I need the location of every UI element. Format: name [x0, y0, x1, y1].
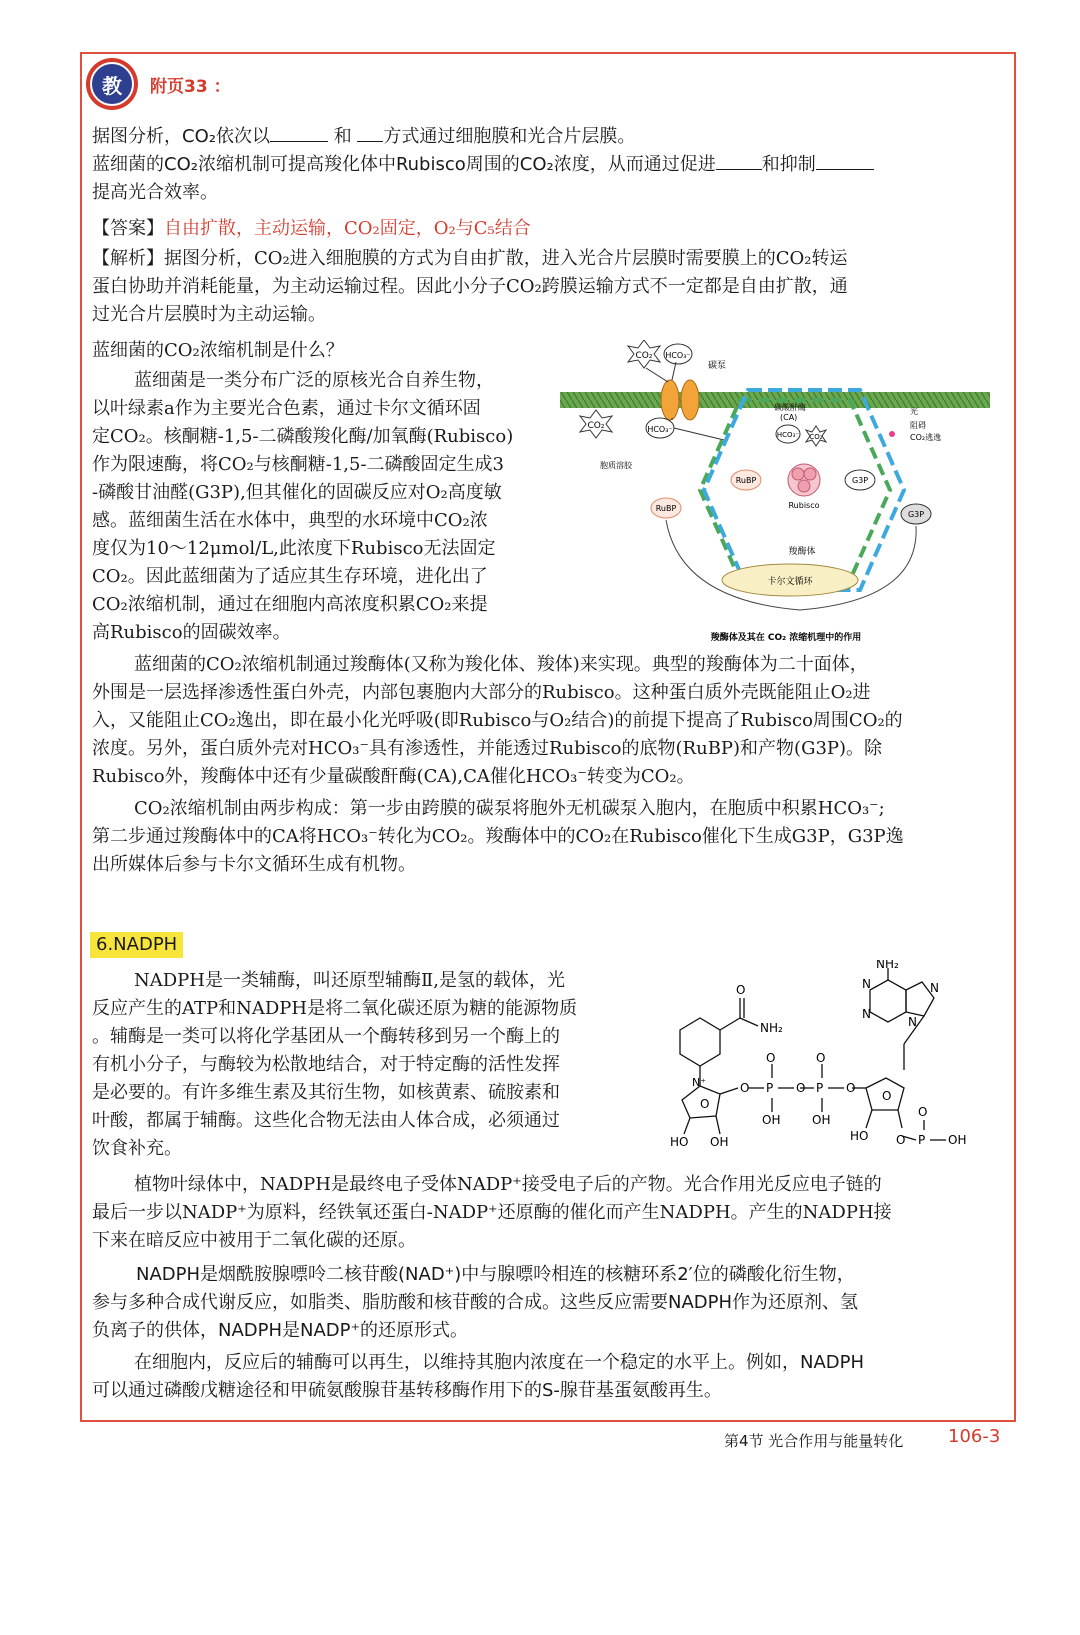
question-text: 蓝细菌的CO₂浓缩机制可提高羧化体中Rubisco周围的CO₂浓度，从而通过促进	[92, 154, 716, 175]
diagram-caption: 羧酶体及其在 CO₂ 浓缩机理中的作用	[710, 633, 862, 643]
ccm-text-line: 蓝细菌的CO₂浓缩机制通过羧酶体(又称为羧化体、羧体)来实现。典型的羧酶体为二十面体，	[134, 654, 868, 675]
mol-label: HO	[850, 1129, 869, 1143]
ccm-text-line: 第二步通过羧酶体中的CA将HCO₃⁻转化为CO₂。羧酶体中的CO₂在Rubisco催化下生成G3P，G3P逸	[92, 826, 904, 847]
mol-label: O	[896, 1133, 906, 1147]
ca-label: (CA)	[780, 413, 798, 422]
footer-page-number: 106-3	[948, 1426, 1001, 1447]
badge-text: 教	[90, 62, 134, 106]
mol-label: O	[796, 1081, 806, 1095]
nadph-text-line: 叶酸，都属于辅酶。这些化合物无法由人体合成，必须通过	[92, 1110, 560, 1131]
nadph-text-line: 反应产生的ATP和NADPH是将二氧化碳还原为糖的能源物质	[92, 998, 578, 1019]
appendix-label: 附页33 ：	[150, 77, 231, 97]
nadph-text-line: 下来在暗反应中被用于二氧化碳的还原。	[92, 1230, 416, 1251]
answer-blank	[270, 125, 328, 142]
mol-label: N	[908, 1015, 917, 1029]
nadph-text-line: 是必要的。有许多维生素及其衍生物，如核黄素、硫胺素和	[92, 1082, 560, 1103]
answer-label: 【答案】	[92, 218, 164, 239]
ccm-text-line: 定CO₂。核酮糖-1,5-二磷酸羧化酶/加氧酶(Rubisco)	[92, 426, 514, 447]
mol-label: N	[862, 977, 871, 991]
analysis-line: 【解析】据图分析，CO₂进入细胞膜的方式为自由扩散，进入光合片层膜时需要膜上的CO₂转运	[92, 248, 848, 269]
mol-label: N	[930, 981, 939, 995]
teacher-badge-icon	[86, 58, 138, 110]
nadph-text-line: NADPH是烟酰胺腺嘌呤二核苷酸(NAD⁺)中与腺嘌呤相连的核糖环系2′位的磷酸化衍生物，	[136, 1264, 855, 1285]
hco3-outside-icon	[664, 344, 692, 364]
mol-label: OH	[762, 1113, 781, 1127]
ccm-text-line: 感。蓝细菌生活在水体中，典型的水环境中CO₂浓	[92, 510, 488, 531]
svg-text:HCO₃⁻: HCO₃⁻	[647, 425, 673, 434]
nadph-text-line: 参与多种合成代谢反应，如脂类、脂肪酸和核苷酸的合成。这些反应需要NADPH作为还原剂、氢	[92, 1292, 859, 1313]
question-line-1	[92, 124, 635, 150]
ccm-text-line: 高Rubisco的固碳效率。	[92, 622, 291, 643]
mol-label: P	[918, 1133, 926, 1147]
carbon-pump	[681, 380, 699, 420]
mol-label: O	[740, 1081, 750, 1095]
ccm-text-line: 外围是一层选择渗透性蛋白外壳，内部包裹胞内大部分的Rubisco。这种蛋白质外壳既能阻止O₂进	[92, 682, 871, 703]
nadph-text-line: 有机小分子，与酶较为松散地结合，对于特定酶的活性发挥	[92, 1054, 560, 1075]
ccm-text-line: Rubisco外，羧酶体中还有少量碳酸酐酶(CA),CA催化HCO₃⁻转变为CO₂。	[92, 766, 695, 787]
analysis-line: 过光合片层膜时为主动运输。	[92, 304, 326, 325]
nadph-text-line: NADPH是一类辅酶，叫还原型辅酶Ⅱ,是氢的载体，光	[134, 970, 565, 991]
rubisco-label: Rubisco	[788, 501, 820, 510]
mol-label: O	[766, 1051, 776, 1065]
question-text: 据图分析，CO₂依次以	[92, 126, 270, 147]
mol-label: HO	[670, 1135, 689, 1149]
rubp-outside-label: RuBP	[655, 504, 677, 513]
rubp-inside-label: RuBP	[735, 476, 757, 485]
block-label: 阻碍	[910, 421, 926, 430]
ccm-title: 蓝细菌的CO₂浓缩机制是什么？	[92, 340, 344, 361]
hco3-ca-icon: HCO₃⁻	[776, 431, 800, 439]
ccm-text-line: 作为限速酶，将CO₂与核酮糖-1,5-二磷酸固定生成3	[92, 454, 504, 475]
nadph-text-line: 植物叶绿体中，NADPH是最终电子受体NADP⁺接受电子后的产物。光合作用光反应电子链的	[134, 1174, 882, 1195]
ca-label: 碳酸酐酶	[774, 403, 806, 412]
mol-label: O	[918, 1105, 928, 1119]
pump-label: 碳泵	[708, 361, 727, 371]
answer-blank	[716, 153, 762, 170]
carboxysome-label: 羧酶体	[788, 547, 816, 557]
mol-label: OH	[948, 1133, 967, 1147]
mol-label: OH	[710, 1135, 729, 1149]
ccm-text-line: -磷酸甘油醛(G3P),但其催化的固碳反应对O₂高度敏	[92, 482, 502, 503]
block-label: CO₂逃逸	[910, 433, 942, 442]
ccm-text-line: CO₂。因此蓝细菌为了适应其生存环境，进化出了	[92, 566, 488, 587]
svg-text:HCO₃⁻: HCO₃⁻	[665, 351, 691, 360]
mol-label: P	[766, 1081, 774, 1095]
calvin-label: 卡尔文循环	[767, 577, 813, 587]
carboxysome-diagram	[560, 340, 996, 660]
mol-label: O	[882, 1089, 892, 1103]
mol-label: N	[862, 1007, 871, 1021]
ccm-text-line: 以叶绿素a作为主要光合色素，通过卡尔文循环固	[92, 398, 481, 419]
mol-label: O	[846, 1081, 856, 1095]
answer-text: 自由扩散，主动运输，CO₂固定，O₂与C₅结合	[164, 218, 531, 239]
footer-section-title: 第4节 光合作用与能量转化	[724, 1432, 904, 1450]
mol-label: O	[816, 1051, 826, 1065]
mol-label: NH₂	[760, 1021, 783, 1035]
answer-blank	[816, 153, 874, 170]
carbon-pump	[661, 380, 679, 420]
ccm-text-line: 蓝细菌是一类分布广泛的原核光合自养生物，	[134, 370, 494, 391]
nadph-text-line: 饮食补充。	[92, 1138, 182, 1159]
answer-line	[92, 216, 531, 242]
ccm-text-line: CO₂浓缩机制由两步构成：第一步由跨膜的碳泵将胞外无机碳泵入胞内，在胞质中积累HCO₃⁻;	[134, 798, 885, 819]
block-point	[889, 431, 895, 437]
svg-text:CO₂: CO₂	[587, 421, 605, 431]
answer-blank	[357, 125, 383, 142]
mol-label: NH₂	[876, 960, 899, 971]
nadph-text-line: 在细胞内，反应后的辅酶可以再生，以维持其胞内浓度在一个稳定的水平上。例如，NADPH	[134, 1352, 865, 1373]
ccm-text-line: 入，又能阻止CO₂逸出，即在最小化光呼吸(即Rubisco与O₂结合)的前提下提高了Rubisco周围CO₂的	[92, 710, 903, 731]
question-text: 和抑制	[761, 154, 816, 175]
mol-label: P	[816, 1081, 824, 1095]
ccm-text-line: 出所媒体后参与卡尔文循环生成有机物。	[92, 854, 416, 875]
co2-ca-icon: CO₂	[809, 433, 823, 441]
light-label: 光	[910, 407, 918, 416]
ccm-text-line: 浓度。另外，蛋白质外壳对HCO₃⁻具有渗透性，并能透过Rubisco的底物(RuBP)和产物(G3P)。除	[92, 738, 883, 759]
mol-label: OH	[812, 1113, 831, 1127]
analysis-line: 蛋白协助并消耗能量，为主动运输过程。因此小分子CO₂跨膜运输方式不一定都是自由扩散，通	[92, 276, 848, 297]
question-text: 和	[333, 126, 352, 147]
nadph-text-line: 可以通过磷酸戊糖途径和甲硫氨酸腺苷基转移酶作用下的S-腺苷基蛋氨酸再生。	[92, 1380, 722, 1401]
co2-outside-icon	[628, 340, 660, 368]
nadph-structure-diagram	[660, 960, 1000, 1160]
mol-label: O	[736, 983, 746, 997]
question-line-2	[92, 152, 874, 178]
co2-inside-icon	[580, 410, 612, 438]
nadph-text-line: 。辅酶是一类可以将化学基团从一个酶转移到另一个酶上的	[92, 1026, 560, 1047]
ccm-text-line: CO₂浓缩机制，通过在细胞内高浓度积累CO₂来提	[92, 594, 488, 615]
svg-text:CO₂: CO₂	[635, 351, 653, 361]
mol-label: O	[700, 1097, 710, 1111]
question-text: 方式通过细胞膜和光合片层膜。	[383, 126, 636, 147]
nadph-text-line: 最后一步以NADP⁺为原料，经铁氧还蛋白-NADP⁺还原酶的催化而产生NADPH。产生的NADPH接	[92, 1202, 892, 1223]
nadph-text-line: 负离子的供体，NADPH是NADP⁺的还原形式。	[92, 1320, 469, 1341]
cytosol-label: 胞质溶胶	[600, 461, 632, 470]
section-tag-nadph: 6.NADPH	[90, 932, 183, 958]
g3p-inside-label: G3P	[851, 476, 869, 485]
hco3-inside-icon	[646, 418, 674, 438]
question-line-3: 提高光合效率。	[92, 182, 218, 203]
ccm-text-line: 度仅为10～12μmol/L,此浓度下Rubisco无法固定	[92, 538, 496, 559]
mol-label: N⁺	[692, 1076, 707, 1089]
g3p-outside-label: G3P	[907, 510, 925, 519]
